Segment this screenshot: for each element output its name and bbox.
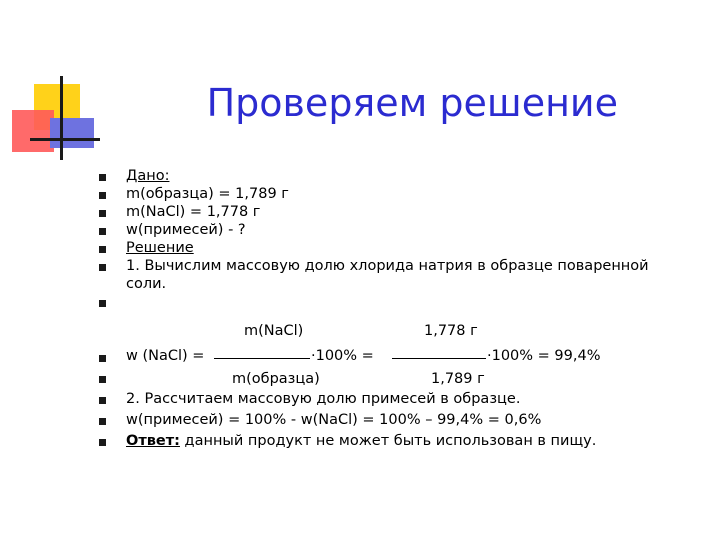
bullet-icon — [99, 418, 106, 425]
step-1: 1. Вычислим массовую долю хлорида натрия в образце поваренной — [126, 258, 649, 274]
fraction-bar — [214, 358, 310, 359]
given-sample-mass: m(образца) = 1,789 г — [126, 186, 289, 202]
answer-line — [126, 432, 596, 450]
bullet-icon — [99, 300, 106, 307]
denominator-value: 1,789 г — [431, 371, 485, 387]
answer-text: данный продукт не может быть использован в пищу. — [179, 433, 597, 449]
given-nacl-mass: m(NaCl) = 1,778 г — [126, 204, 261, 220]
bullet-icon — [99, 376, 106, 383]
decor-red-square — [12, 110, 54, 152]
numerator-nacl: m(NaCl) — [244, 323, 304, 339]
formula-multiplier: ·100% = — [311, 348, 374, 364]
step-1-continued: соли. — [126, 276, 167, 292]
bullet-icon — [99, 439, 106, 446]
decor-vertical-line — [60, 76, 63, 160]
bullet-icon — [99, 210, 106, 217]
formula-result: ·100% = 99,4% — [487, 348, 601, 364]
denominator-sample: m(образца) — [232, 371, 320, 387]
find-impurity-fraction: w(примесей) - ? — [126, 222, 246, 238]
bullet-icon — [99, 174, 106, 181]
numerator-value: 1,778 г — [424, 323, 478, 339]
bullet-icon — [99, 264, 106, 271]
bullet-icon — [99, 228, 106, 235]
given-label: Дано: — [126, 168, 170, 184]
bullet-icon — [99, 397, 106, 404]
formula-lhs: w (NaCl) = — [126, 348, 205, 364]
fraction-bar — [392, 358, 486, 359]
bullet-icon — [99, 192, 106, 199]
bullet-icon — [99, 355, 106, 362]
step-3: w(примесей) = 100% - w(NaCl) = 100% – 99,4% = 0,6% — [126, 412, 542, 428]
solution-label: Решение — [126, 240, 194, 256]
decor-blue-square — [50, 118, 94, 148]
answer-label: Ответ: — [126, 433, 180, 449]
step-2: 2. Рассчитаем массовую долю примесей в образце. — [126, 391, 521, 407]
slide-title: Проверяем решение — [206, 81, 618, 125]
decor-horizontal-line — [30, 138, 100, 141]
bullet-icon — [99, 246, 106, 253]
